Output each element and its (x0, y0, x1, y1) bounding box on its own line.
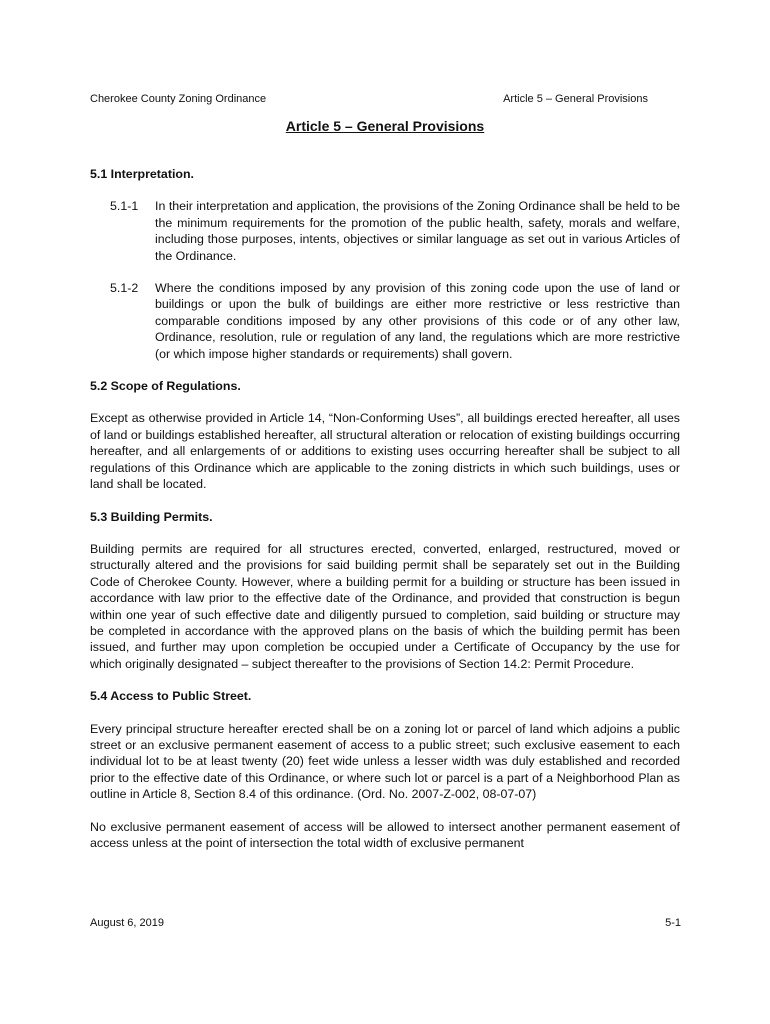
document-body (90, 166, 680, 851)
subsection-number: 5.1-2 (110, 281, 139, 296)
subsection-text: In their interpretation and application, the provisions of the Zoning Ordinance shall be held to be the minimum requirements for the promotion of the public health, safety, morals and welfare, including those purposes, intents, objectives or similar language as set out in various Articles of the Ordinance. (155, 199, 680, 263)
page-title: Article 5 – General Provisions (285, 118, 485, 134)
section-5-2-text: Except as otherwise provided in Article 14, “Non-Conforming Uses”, all buildings erected hereafter, all uses of land or buildings established hereafter, all structural alteration or relocation of existing buildings occurring hereafter, and all enlargements of or additions to existing uses occurring hereafter shall be subject to all regulations of this Ordinance which are applicable to the zoning districts in which such buildings, uses or land shall be located. (90, 411, 680, 492)
subsection-5-1-1 (90, 198, 680, 264)
section-5-3-heading: 5.3 Building Permits. (90, 509, 213, 524)
section-5-4-text-1: Every principal structure hereafter erected shall be on a zoning lot or parcel of land which adjoins a public street or an exclusive permanent easement of access to a public street; such exclusive easement to each individual lot to be at least twenty (20) feet wide unless a lesser width was duly established and recorded prior to the effective date of this Ordinance, or where such lot or parcel is a part of a Neighborhood Plan as outline in Article 8, Section 8.4 of this ordinance. (Ord. No. 2007-Z-002, 08-07-07) (90, 721, 680, 802)
section-5-4-text-2: No exclusive permanent easement of access will be allowed to intersect another permanent easement of access unless at the point of intersection the total width of exclusive permanent (90, 819, 680, 850)
section-5-4-heading: 5.4 Access to Public Street. (90, 689, 252, 704)
header-left: Cherokee County Zoning Ordinance (90, 93, 267, 105)
section-5-3-text: Building permits are required for all structures erected, converted, enlarged, restructured, moved or structurally altered and the provisions for said building permit shall be separately set out in the Building Code of Cherokee County. However, where a building permit for a building or structure has been issued in accordance with law prior to the effective date of the Ordinance, and provided that construction is begun within one year of such effective date and diligently pursued to completion, said building or structure may be completed in accordance with the approved plans on the basis of which the building permit has been issued, and further may upon completion be occupied under a Certificate of Occupancy by the use for which originally designated – subject thereafter to the provisions of Section 14.2: Permit Procedure. (90, 541, 680, 671)
subsection-text: Where the conditions imposed by any provision of this zoning code upon the use of land or buildings or upon the bulk of buildings are either more restrictive or less restrictive than comparable conditions imposed by any other provisions of this code or of any other law, Ordinance, resolution, rule or regulation of any land, the regulations which are more restrictive (or which impose higher standards or requirements) shall govern. (155, 281, 680, 361)
subsection-5-1-2 (90, 280, 680, 362)
section-5-2-heading: 5.2 Scope of Regulations. (90, 379, 241, 394)
footer-page-number: 5-1 (665, 917, 681, 929)
subsection-number: 5.1-1 (110, 199, 139, 214)
header-right: Article 5 – General Provisions (503, 93, 648, 105)
section-5-1-heading: 5.1 Interpretation. (90, 167, 194, 181)
footer-date: August 6, 2019 (90, 917, 165, 929)
